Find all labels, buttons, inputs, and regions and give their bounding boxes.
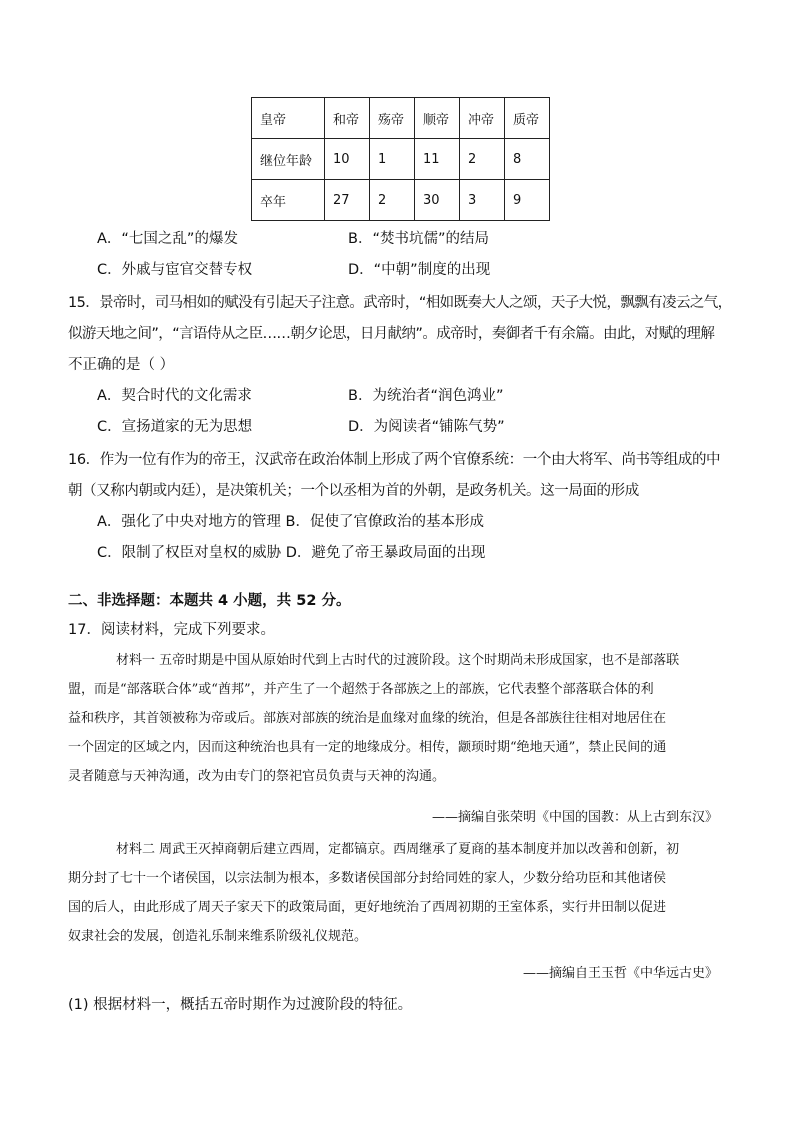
material-one-line: 一个固定的区域之内，因而这种统治也具有一定的地缘成分。相传，颛顼时期“绝地天通”，禁止民间的通 xyxy=(68,740,667,755)
table-cell: 9 xyxy=(505,180,550,221)
table-cell: 10 xyxy=(325,139,370,180)
table-cell: 卒年 xyxy=(252,180,325,221)
q15-stem-line2: 似游天地之间”，“言语侍从之臣……朝夕论思，日月献纳”。成帝时，奏御者千有余篇。由此，对赋的理解 xyxy=(68,326,715,342)
material-one-line: 益和秩序，其首领被称为帝或后。部族对部族的统治是血缘对血缘的统治，但是各部族往往相对地居住在 xyxy=(68,711,667,726)
material-one-line: 盟，而是“部落联合体”或“酋邦”，并产生了一个超然于各部族之上的部族，它代表整个部落联合体的利 xyxy=(68,682,654,697)
table-row xyxy=(252,139,550,180)
table-cell: 11 xyxy=(415,139,460,180)
q15-option-d: D．为阅读者“铺陈气势” xyxy=(348,419,505,435)
table-row xyxy=(252,180,550,221)
table-cell: 2 xyxy=(460,139,505,180)
q16-options-cd: C．限制了权臣对皇权的威胁 D．避免了帝王暴政局面的出现 xyxy=(97,545,486,561)
material-two-line: 材料二 周武王灭掉商朝后建立西周，定都镐京。西周继承了夏商的基本制度并加以改善和创新，初 xyxy=(116,842,680,857)
q17-subquestion-1: (1) 根据材料一，概括五帝时期作为过渡阶段的特征。 xyxy=(68,997,413,1013)
table-cell: 继位年龄 xyxy=(252,139,325,180)
material-one-source: ——摘编自张荣明《中国的国教：从上古到东汉》 xyxy=(431,810,718,825)
table-cell: 2 xyxy=(370,180,415,221)
q14-option-d: D．“中朝”制度的出现 xyxy=(348,262,491,278)
q14-option-c: C．外戚与宦官交替专权 xyxy=(97,262,253,278)
table-cell: 冲帝 xyxy=(460,98,505,139)
material-two-line: 期分封了七十一个诸侯国，以宗法制为根本，多数诸侯国部分封给同姓的家人，少数分给功臣和其他诸侯 xyxy=(68,871,667,886)
q15-option-c: C．宣扬道家的无为思想 xyxy=(97,419,253,435)
table-cell: 顺帝 xyxy=(415,98,460,139)
emperor-age-table xyxy=(251,97,550,221)
table-cell: 皇帝 xyxy=(252,98,325,139)
table-header-row xyxy=(252,98,550,139)
q14-option-a: A．“七国之乱”的爆发 xyxy=(97,231,238,247)
section-heading: 二、非选择题：本题共 4 小题，共 52 分。 xyxy=(68,593,351,609)
q14-option-b: B．“焚书坑儒”的结局 xyxy=(348,231,489,247)
q15-stem-line1: 15．景帝时，司马相如的赋没有引起天子注意。武帝时，“相如既奏大人之颂，天子大悦，飘飘有凌云之气， xyxy=(68,295,732,311)
q15-stem-line3: 不正确的是（ ） xyxy=(68,357,175,373)
table-cell: 质帝 xyxy=(505,98,550,139)
table-cell: 3 xyxy=(460,180,505,221)
material-one xyxy=(68,646,679,791)
q16-stem-line1: 16．作为一位有作为的帝王，汉武帝在政治体制上形成了两个官僚系统：一个由大将军、尚书等组成的中 xyxy=(68,452,721,468)
table-cell: 30 xyxy=(415,180,460,221)
q16-options-ab: A．强化了中央对地方的管理 B．促使了官僚政治的基本形成 xyxy=(97,514,484,530)
material-two xyxy=(68,835,679,951)
q15-option-b: B．为统治者“润色鸿业” xyxy=(348,388,504,404)
q17-intro: 17．阅读材料，完成下列要求。 xyxy=(68,622,275,638)
material-two-source: ——摘编自王玉哲《中华远古史》 xyxy=(522,966,718,981)
table-cell: 27 xyxy=(325,180,370,221)
material-one-line: 灵者随意与天神沟通，改为由专门的祭祀官员负责与天神的沟通。 xyxy=(68,769,446,784)
q15-option-a: A．契合时代的文化需求 xyxy=(97,388,252,404)
table-cell: 殇帝 xyxy=(370,98,415,139)
table-cell: 8 xyxy=(505,139,550,180)
material-two-line: 奴隶社会的发展，创造礼乐制来维系阶级礼仪规范。 xyxy=(68,929,368,944)
material-two-line: 国的后人，由此形成了周天子家天下的政策局面，更好地统治了西周初期的王室体系，实行井田制以促进 xyxy=(68,900,667,915)
material-one-line: 材料一 五帝时期是中国从原始时代到上古时代的过渡阶段。这个时期尚未形成国家，也不是部落联 xyxy=(116,653,680,668)
table-cell: 1 xyxy=(370,139,415,180)
table-cell: 和帝 xyxy=(325,98,370,139)
q16-stem-line2: 朝（又称内朝或内廷），是决策机关；一个以丞相为首的外朝，是政务机关。这一局面的形成 xyxy=(68,483,639,499)
